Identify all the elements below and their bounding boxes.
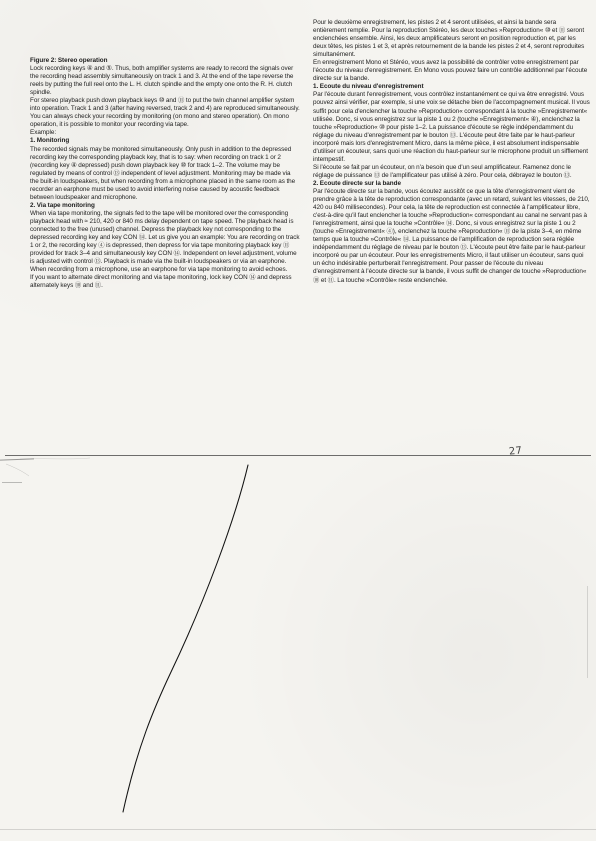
left-via-tape-paragraph: When via tape monitoring, the signals fed to the tape will be monitored over the corresponding playback head with ≈ 210, 420 or 840 ms delay dependent on tape speed. The playback head is connected to the free (unused) channel. Depress the playback key not corresponding to the depressed recording key and key CON ⑭. Let us give you an example: You are recording on track 1 or 2, the recording key ④ is depressed, then depress for via tape monitoring playback key ⑪ provided for track 3–4 and simultaneously key CON ⑭. Independent on level adjustment, volume is adjusted with control ⑬. Playback is made via the built-in loudspeakers or via an earphone. When recording from a microphone, use an earphone for via tape monitoring to avoid echoes.	[30, 209, 300, 274]
left-paragraph-2: For stereo playback push down playback keys ⑩ and ⑪ to put the twin channel amplifier system into operation. Track 1 and 3 (after having reversed, track 2 and 4) are reproduced simultaneously.	[30, 97, 300, 113]
left-section-title: Figure 2: Stereo operation	[30, 57, 108, 64]
right-paragraph-1: Pour le deuxième enregistrement, les pistes 2 et 4 seront utilisées, et ainsi la bande sera entièrement remplie. Pour la reproduction Stéréo, les deux touches »Reproduction« ⑩ et ⑪ seront enclenchées ensemble. Ainsi, les deux amplificateurs seront en position reproduction et, par les deux têtes, les pistes 1 et 3, et après retournement de la bande les pistes 2 et 4, seront reproduites simultanément.	[313, 19, 585, 59]
right-paragraph-3: Par l'écoute durant l'enregistrement, vous contrôlez instantanément ce qui va être enregistré. Vous pouvez ainsi vérifier, par exemple, si une voix se détache bien de l'accompagnement musical. Il vous suffit pour cela d'enclencher la touche »Reproduction« correspondant à la touche »Enregistrement« utilisée. Donc, si vous enregistrez sur la piste 1 ou 2 (touche »Enregistrement« ④), enclenchez la touche »Reproduction« ⑩ pour piste 1–2. La puissance d'écoute se règle indépendamment du réglage du niveau d'enregistrement par le bouton ⑬. L'écoute peut être faite par le haut-parleur incorporé mais lors d'enregistrement Micro, dans la même pièce, il est absolument indispensable d'utiliser un écouteur, sans quoi une réaction du haut-parleur sur le microphone produit un sifflement intempestif.	[313, 91, 590, 163]
left-paragraph-3: You can always check your recording by monitoring (on mono and stereo operation). On mono operation, it is possible to monitor your recording via tape.	[30, 113, 289, 129]
left-monitoring-paragraph: The recorded signals may be monitored simultaneously. Only push in addition to the depressed recording key the corresponding playback key, that is to say: when recording on track 1 or 2 (recording key ④ depressed) push down playback key ⑩ for track 1–2. The volume may be regulated by means of control ⑬ independent of level adjustment. Monitoring may be made via the built-in loudspeakers, but when recording from a microphone placed in the same room as the recorder an earphone must be used to avoid interfering noise caused by acoustic feedback between loudspeaker and microphone.	[30, 145, 296, 201]
faint-top-stroke	[20, 458, 90, 459]
right-paragraph-4: Si l'écoute se fait par un écouteur, on n'a besoin que d'un seul amplificateur. Ramenez donc le réglage de puissance ⑬ de l'amplificateur pas utilisé à zéro. Pour cela, débrayez le bouton ⑬.	[313, 163, 572, 179]
right-paragraph-2: En enregistrement Mono et Stéréo, vous avez la possibilité de contrôler votre enregistrement par l'écoute du niveau d'enregistrement. En Mono vous pouvez faire un contrôle additionnel par l'écoute directe sur la bande.	[313, 59, 588, 83]
page-number: 27	[508, 445, 523, 458]
left-monitoring-heading: 1. Monitoring	[30, 137, 70, 145]
left-via-tape-heading: 2. Via tape monitoring	[30, 201, 95, 209]
right-section-heading-1: 1. Ecoute du niveau d'enregistrement	[313, 83, 424, 91]
right-section-heading-2: 2. Ecoute directe sur la bande	[313, 179, 401, 187]
left-paragraph-1: Lock recording keys ④ and ⑤. Thus, both amplifier systems are ready to record the signals over the recording head assembly simultaneously on track 1 and 3. At the end of the tape reverse the reels by putting the full reel onto the L. H. clutch spindle and the empty one onto the R. H. clutch spindle.	[30, 65, 294, 97]
faint-corner-stroke	[6, 464, 29, 476]
diagonal-pen-stroke	[123, 465, 248, 812]
right-paragraph-5: Par l'écoute directe sur la bande, vous écoutez aussitôt ce que la tête d'enregistrement vient de prendre grâce à la tête de reproduction correspondante (avec un retard, suivant les vitesses, de 210, 420 ou 840 millisecondes). Pour cela, la tête de reproduction est connectée à l'amplificateur libre, c'est-à-dire qu'il faut enclencher la touche »Reproduction« correspondant au canal ne servant pas à l'enregistrement, ainsi que la touche »Contrôle« ⑭. Donc, si vous enregistrez sur la piste 1 ou 2 (touche »Enregistrement« ④), enclenchez la touche »Reproduction« ⑪ de la piste 3–4, en même temps que la touche »Contrôle« ⑭. La puissance de l'amplification de reproduction sera réglée indépendamment du réglage de niveau par le bouton ⑬. L'écoute peut être faite par le haut-parleur incorporé ou par un écouteur. Pour les enregistrements Micro, il faut utiliser un écouteur, sans quoi un écho indésirable perturberait l'enregistrement. Pour passer de l'écoute du niveau d'enregistrement à l'écoute directe sur la bande, il vous suffit de changer de touche »Reproduction« ⑩ et ⑪. La touche »Contrôle« reste enclenchée.	[313, 187, 590, 284]
left-final-paragraph: If you want to alternate direct monitoring and via tape monitoring, lock key CON ⑭ and depress alternately keys ⑩ and ⑪.	[30, 274, 292, 290]
left-example-label: Example:	[30, 129, 57, 137]
